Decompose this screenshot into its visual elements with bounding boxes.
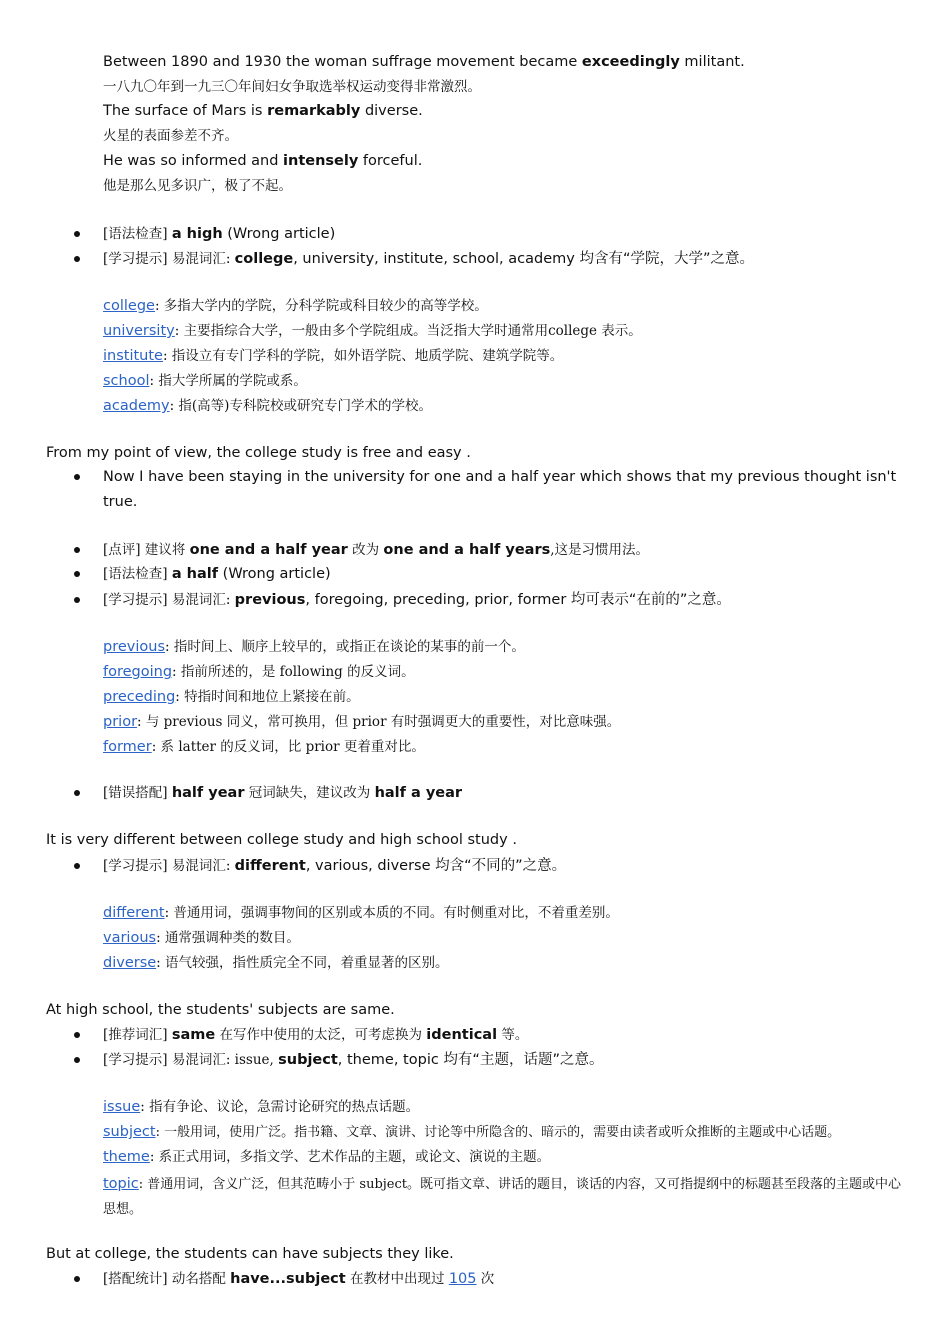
- bullet-dot: [74, 1276, 80, 1282]
- word-link[interactable]: former: [103, 739, 152, 755]
- learning-tip-item: [学习提示] 易混词汇: college, university, institute, school, academy 均含有“学院，大学”之意。: [103, 251, 754, 267]
- word-link[interactable]: college: [103, 298, 155, 314]
- word-link[interactable]: prior: [103, 714, 138, 730]
- word-link[interactable]: different: [103, 905, 165, 921]
- definition-item: issue: 指有争论、议论，急需讨论研究的热点话题。: [103, 1099, 420, 1115]
- word-link[interactable]: university: [103, 323, 175, 339]
- bullet-dot: [74, 256, 80, 262]
- recommended-word-item: [推荐词汇] same 在写作中使用的太泛，可考虑换为 identical 等。: [103, 1027, 529, 1043]
- word-link[interactable]: diverse: [103, 955, 157, 971]
- word-link[interactable]: theme: [103, 1149, 150, 1165]
- definition-item: former: 系 latter 的反义词，比 prior 更着重对比。: [103, 739, 425, 755]
- definition-item: academy: 指(高等)专科院校或研究专门学术的学校。: [103, 398, 432, 414]
- example-translation-3: 他是那么见多识广，极了不起。: [103, 178, 292, 194]
- example-sentence-3: He was so informed and intensely forceful.: [103, 153, 423, 169]
- bullet-dot: [74, 474, 80, 480]
- learning-tip-item: [学习提示] 易混词汇: previous, foregoing, preceding, prior, former 均可表示“在前的”之意。: [103, 592, 731, 608]
- definition-item: diverse: 语气较强，指性质完全不同，着重显著的区别。: [103, 955, 449, 971]
- bullet-dot: [74, 790, 80, 796]
- essay-sentence: But at college, the students can have subjects they like.: [46, 1246, 454, 1262]
- bullet-dot: [74, 597, 80, 603]
- definition-item: university: 主要指综合大学，一般由多个学院组成。当泛指大学时通常用college 表示。: [103, 323, 642, 339]
- word-link[interactable]: preceding: [103, 689, 176, 705]
- bullet-dot: [74, 1057, 80, 1063]
- definition-item: institute: 指设立有专门学科的学院，如外语学院、地质学院、建筑学院等。: [103, 348, 564, 364]
- comment-item: [点评] 建议将 one and a half year 改为 one and a half years,这是习惯用法。: [103, 542, 650, 558]
- word-link[interactable]: issue: [103, 1099, 141, 1115]
- grammar-check-item: [语法检查] a high (Wrong article): [103, 226, 336, 242]
- essay-sentence: At high school, the students' subjects are same.: [46, 1002, 395, 1018]
- learning-tip-item: [学习提示] 易混词汇: issue, subject, theme, topic 均有“主题，话题”之意。: [103, 1052, 604, 1068]
- definition-item: topic: 普通用词，含义广泛，但其范畴小于 subject。既可指文章、讲话的题目，谈话的内容，又可指提纲中的标题甚至段落的主题或中心思想。: [103, 1176, 902, 1217]
- word-link[interactable]: foregoing: [103, 664, 173, 680]
- essay-sentence-cont: true.: [103, 494, 138, 510]
- word-link[interactable]: subject: [103, 1124, 156, 1140]
- bullet-dot: [74, 571, 80, 577]
- grammar-check-item: [语法检查] a half (Wrong article): [103, 566, 331, 582]
- count-link[interactable]: 105: [448, 1271, 477, 1287]
- definition-item: college: 多指大学内的学院，分科学院或科目较少的高等学校。: [103, 298, 488, 314]
- word-link[interactable]: previous: [103, 639, 165, 655]
- word-link[interactable]: academy: [103, 398, 170, 414]
- definition-item: previous: 指时间上、顺序上较早的，或指正在谈论的某事的前一个。: [103, 639, 525, 655]
- definition-item: foregoing: 指前所述的，是 following 的反义词。: [103, 664, 415, 680]
- bullet-dot: [74, 231, 80, 237]
- word-link[interactable]: school: [103, 373, 150, 389]
- essay-sentence: From my point of view, the college study is free and easy .: [46, 445, 471, 461]
- word-link[interactable]: topic: [103, 1176, 139, 1192]
- essay-sentence: It is very different between college study and high school study .: [46, 832, 517, 848]
- definition-item: different: 普通用词，强调事物间的区别或本质的不同。有时侧重对比，不着重差别。: [103, 905, 619, 921]
- definition-item: theme: 系正式用词，多指文学、艺术作品的主题，或论文、演说的主题。: [103, 1149, 551, 1165]
- definition-item: preceding: 特指时间和地位上紧接在前。: [103, 689, 360, 705]
- bullet-dot: [74, 547, 80, 553]
- collocation-stat-item: [搭配统计] 动名搭配 have...subject 在教材中出现过 105 次: [103, 1271, 495, 1287]
- example-sentence-2: The surface of Mars is remarkably diverse.: [103, 103, 423, 119]
- word-link[interactable]: institute: [103, 348, 163, 364]
- word-link[interactable]: various: [103, 930, 157, 946]
- definition-item: school: 指大学所属的学院或系。: [103, 373, 307, 389]
- example-sentence-1: Between 1890 and 1930 the woman suffrage movement became exceedingly militant.: [103, 54, 745, 70]
- example-translation-2: 火星的表面参差不齐。: [103, 128, 238, 144]
- definition-item: various: 通常强调种类的数目。: [103, 930, 300, 946]
- bullet-dot: [74, 863, 80, 869]
- definition-item: prior: 与 previous 同义，常可换用，但 prior 有时强调更大的重要性，对比意味强。: [103, 714, 621, 730]
- collocation-error-item: [错误搭配] half year 冠词缺失，建议改为 half a year: [103, 785, 463, 801]
- essay-sentence: Now I have been staying in the university for one and a half year which shows that my previous thought isn't: [103, 469, 897, 485]
- definition-item: subject: 一般用词，使用广泛。指书籍、文章、演讲、讨论等中所隐含的、暗示的，需要由读者或听众推断的主题或中心话题。: [103, 1124, 841, 1140]
- example-translation-1: 一八九〇年到一九三〇年间妇女争取选举权运动变得非常激烈。: [103, 79, 481, 95]
- learning-tip-item: [学习提示] 易混词汇: different, various, diverse 均含“不同的”之意。: [103, 858, 567, 874]
- bullet-dot: [74, 1032, 80, 1038]
